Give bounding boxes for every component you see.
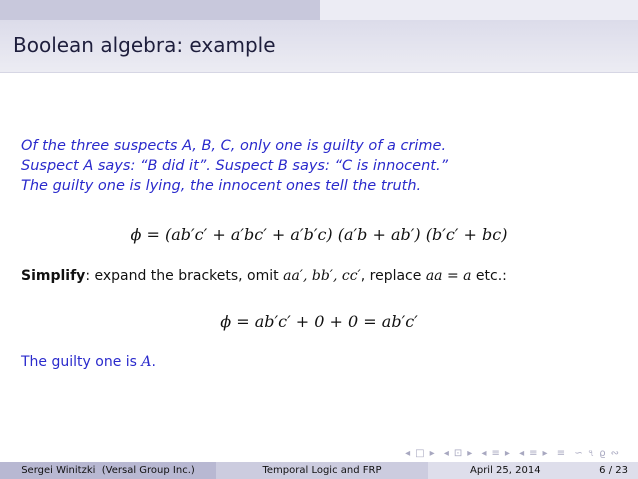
puzzle-statement (21, 136, 621, 196)
footer-author-text: Sergei Winitzki (Versal Group Inc.) (21, 465, 195, 476)
simplify-text: : expand the brackets, omit (85, 268, 284, 284)
nav-next-slide-icon[interactable]: ▸ (429, 448, 436, 459)
puzzle-line: The guilty one is lying, the innocent ones tell the truth. (21, 178, 422, 194)
nav-forward-icon[interactable]: ϱ (599, 448, 607, 459)
top-navigation-strip (0, 0, 638, 20)
conclusion-suffix: . (151, 354, 156, 370)
simplify-label: Simplify (21, 268, 86, 284)
nav-prev-frame-icon[interactable]: ◂ (443, 448, 450, 459)
frame-title: Boolean algebra: example (13, 33, 276, 57)
nav-search-icon[interactable]: ৭ (587, 448, 596, 459)
conclusion-prefix: The guilty one is (21, 354, 142, 370)
footline (0, 462, 638, 479)
nav-back-icon[interactable]: ∽ (574, 448, 584, 459)
footer-date: April 25, 2014 (470, 465, 541, 476)
simplify-replace-rule: aa = a (425, 268, 472, 284)
nav-frame-icon[interactable]: ⊡ (453, 448, 464, 459)
nav-prev-section-icon[interactable]: ◂ (519, 448, 526, 459)
simplify-instruction (21, 268, 507, 284)
nav-prev-slide-icon[interactable]: ◂ (405, 448, 412, 459)
formula-phi-full: ϕ = (ab′c′ + a′bc′ + a′b′c) (a′b + ab′) (b′c′ + bc) (130, 225, 508, 244)
nav-slide-icon[interactable]: □ (415, 448, 426, 459)
conclusion-answer: A (141, 354, 152, 370)
conclusion (21, 354, 156, 370)
section-nav-current[interactable] (0, 0, 320, 20)
footer-date-page (428, 462, 638, 479)
footer-author (0, 462, 216, 479)
footer-page-number: 6 / 23 (599, 465, 628, 476)
simplify-replace-label: , replace (360, 268, 426, 284)
puzzle-line: Of the three suspects A, B, C, only one is guilty of a crime. (21, 138, 447, 154)
nav-subsection-icon[interactable]: ≡ (491, 448, 501, 459)
footer-talk-title (216, 462, 428, 479)
beamer-navigation-symbols (401, 446, 620, 463)
puzzle-line: Suspect A says: “B did it”. Suspect B says: “C is innocent.” (21, 158, 449, 174)
nav-document-icon[interactable]: ≡ (556, 448, 567, 459)
simplify-omit-terms: aa′, bb′, cc′ (283, 268, 361, 284)
nav-next-subsection-icon[interactable]: ▸ (504, 448, 511, 459)
frame-title-bar (0, 20, 638, 73)
footer-talk-title-text: Temporal Logic and FRP (262, 465, 382, 476)
nav-section-icon[interactable]: ≡ (529, 448, 539, 459)
section-nav-next[interactable] (320, 0, 638, 20)
nav-next-section-icon[interactable]: ▸ (542, 448, 549, 459)
simplify-end: etc.: (471, 268, 507, 284)
nav-next-frame-icon[interactable]: ▸ (467, 448, 474, 459)
nav-find-icon[interactable]: ∾ (610, 448, 620, 459)
nav-prev-subsection-icon[interactable]: ◂ (481, 448, 488, 459)
formula-phi-simplified: ϕ = ab′c′ + 0 + 0 = ab′c′ (220, 312, 418, 331)
